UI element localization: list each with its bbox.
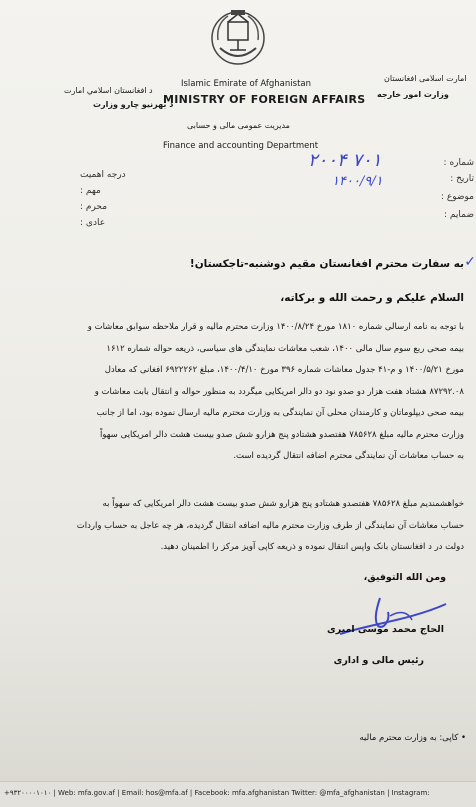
paragraph-line: ۸۷۲۹۲.۰۸ هشتاد هفت هزار دو صدو نود دو دالر امریکایی میگردد به منظور حواله و انتقال بابت معاشات و — [94, 386, 464, 397]
subject-field: موضوع : — [440, 192, 474, 202]
priority-label: درجه اهمیت — [80, 170, 126, 180]
paragraph-line: مورخ ۱۴۰۰/۵/۲۱ و م-۴۱ جدول معاشات شماره ۳۹۶ مورخ ۱۴۰۰/۴/۱۰، مبلغ ۶۹۲۲۲۶۲ افغانی که معادل — [104, 365, 464, 375]
body-paragraph-1 — [10, 317, 464, 468]
priority-confidential: محرم : — [80, 202, 108, 212]
paragraph-line: حساب معاشات آن نمایندگی از طرف وزارت محترم مالیه اضافه انتقال گردیده، هر چه عاجل به حساب واردات — [76, 520, 464, 531]
closing-phrase: ومن الله التوفیق، — [363, 572, 446, 583]
header-right-line2: وزارت امور خارجه — [377, 90, 449, 99]
paragraph-line: با توجه به نامه ارسالی شماره ۱۸۱۰ مورخ ۱۴۰۰/۸/۲۴ وزارت محترم مالیه و قرار ملاحظه سوابق معاشات و — [87, 322, 464, 332]
ministry-title: MINISTRY OF FOREIGN AFFAIRS — [163, 93, 366, 106]
handwritten-date: ۱۴۰۰/۹/۱ — [332, 174, 383, 189]
signer-name: الحاج محمد موسی امیری — [326, 624, 444, 635]
greeting: السلام علیکم و رحمت الله و برکاته، — [280, 292, 464, 304]
paragraph-line: به حساب معاشات آن نمایندگی محترم اضافه انتقال گردیده است. — [233, 451, 464, 461]
department-title-dari: مدیریت عمومی مالی و حسابی — [187, 121, 290, 130]
priority-normal: عادی : — [80, 218, 106, 228]
body-paragraph-2 — [10, 494, 464, 559]
date-field: تاریخ : — [450, 174, 474, 184]
header-center-line1: Islamic Emirate of Afghanistan — [181, 79, 311, 89]
header-right-line1: امارت اسلامی افغانستان — [384, 74, 467, 83]
paragraph-line: وزارت محترم مالیه مبلغ ۷۸۵۶۲۸ هفتصدو هشتادو پنج هزارو شش صدو بیست هشت دالر امریکایی سهواً — [100, 429, 464, 440]
footer-contact: +۹۳۲۰۰۰۰۱۰۱۰ | Web: mfa.gov.af | Email: hos@mfa.af | Facebook: mfa.afghanistan Twitter: @mfa_afghanistan | Instagram: — [4, 789, 430, 797]
recipient-address: به سفارت محترم افغانستان مقیم دوشنبه-تاجکستان! — [189, 258, 464, 270]
header-left-line2: د بهرنیو چارو وزارت — [93, 100, 174, 109]
priority-important: مهم : — [80, 186, 101, 196]
header-left-line1: د افغانستان اسلامي امارت — [64, 86, 153, 95]
paragraph-line: بیمه صحی دیپلوماتان و کارمندان محلی آن نمایندگی به وزارت محترم مالیه ارسال نموده بود، اما از جانب — [96, 408, 464, 418]
paragraph-line: دولت در د افغانستان بانک واپس انتقال نموده و ذریعه کاپی آویز مرکز را اطمینان دهید. — [160, 542, 464, 552]
paragraph-line: خواهشمندیم مبلغ ۷۸۵۶۲۸ هفتصدو هشتادو پنج هزارو شش صدو بیست هشت دالر امریکایی که سهواً به — [102, 499, 464, 509]
signer-title: رئیس مالی و اداری — [333, 655, 424, 666]
check-mark-icon: ✓ — [464, 254, 476, 270]
handwritten-number: ۲۰۰۴ ۷۰۱ — [308, 150, 382, 171]
number-field: شماره : — [443, 158, 474, 168]
attachments-field: ضمایم : — [444, 210, 474, 220]
department-title-english: Finance and accounting Department — [163, 141, 319, 151]
paragraph-line: بیمه صحی ربع سوم سال مالی ۱۴۰۰، شعب معاشات نمایندگی های سیاسی، ذریعه حواله شماره ۱۶۱۲ — [106, 343, 464, 354]
emblem-icon — [206, 4, 270, 68]
copy-to: • کاپی: به وزارت محترم مالیه — [359, 733, 466, 743]
letter-footer — [0, 781, 476, 807]
